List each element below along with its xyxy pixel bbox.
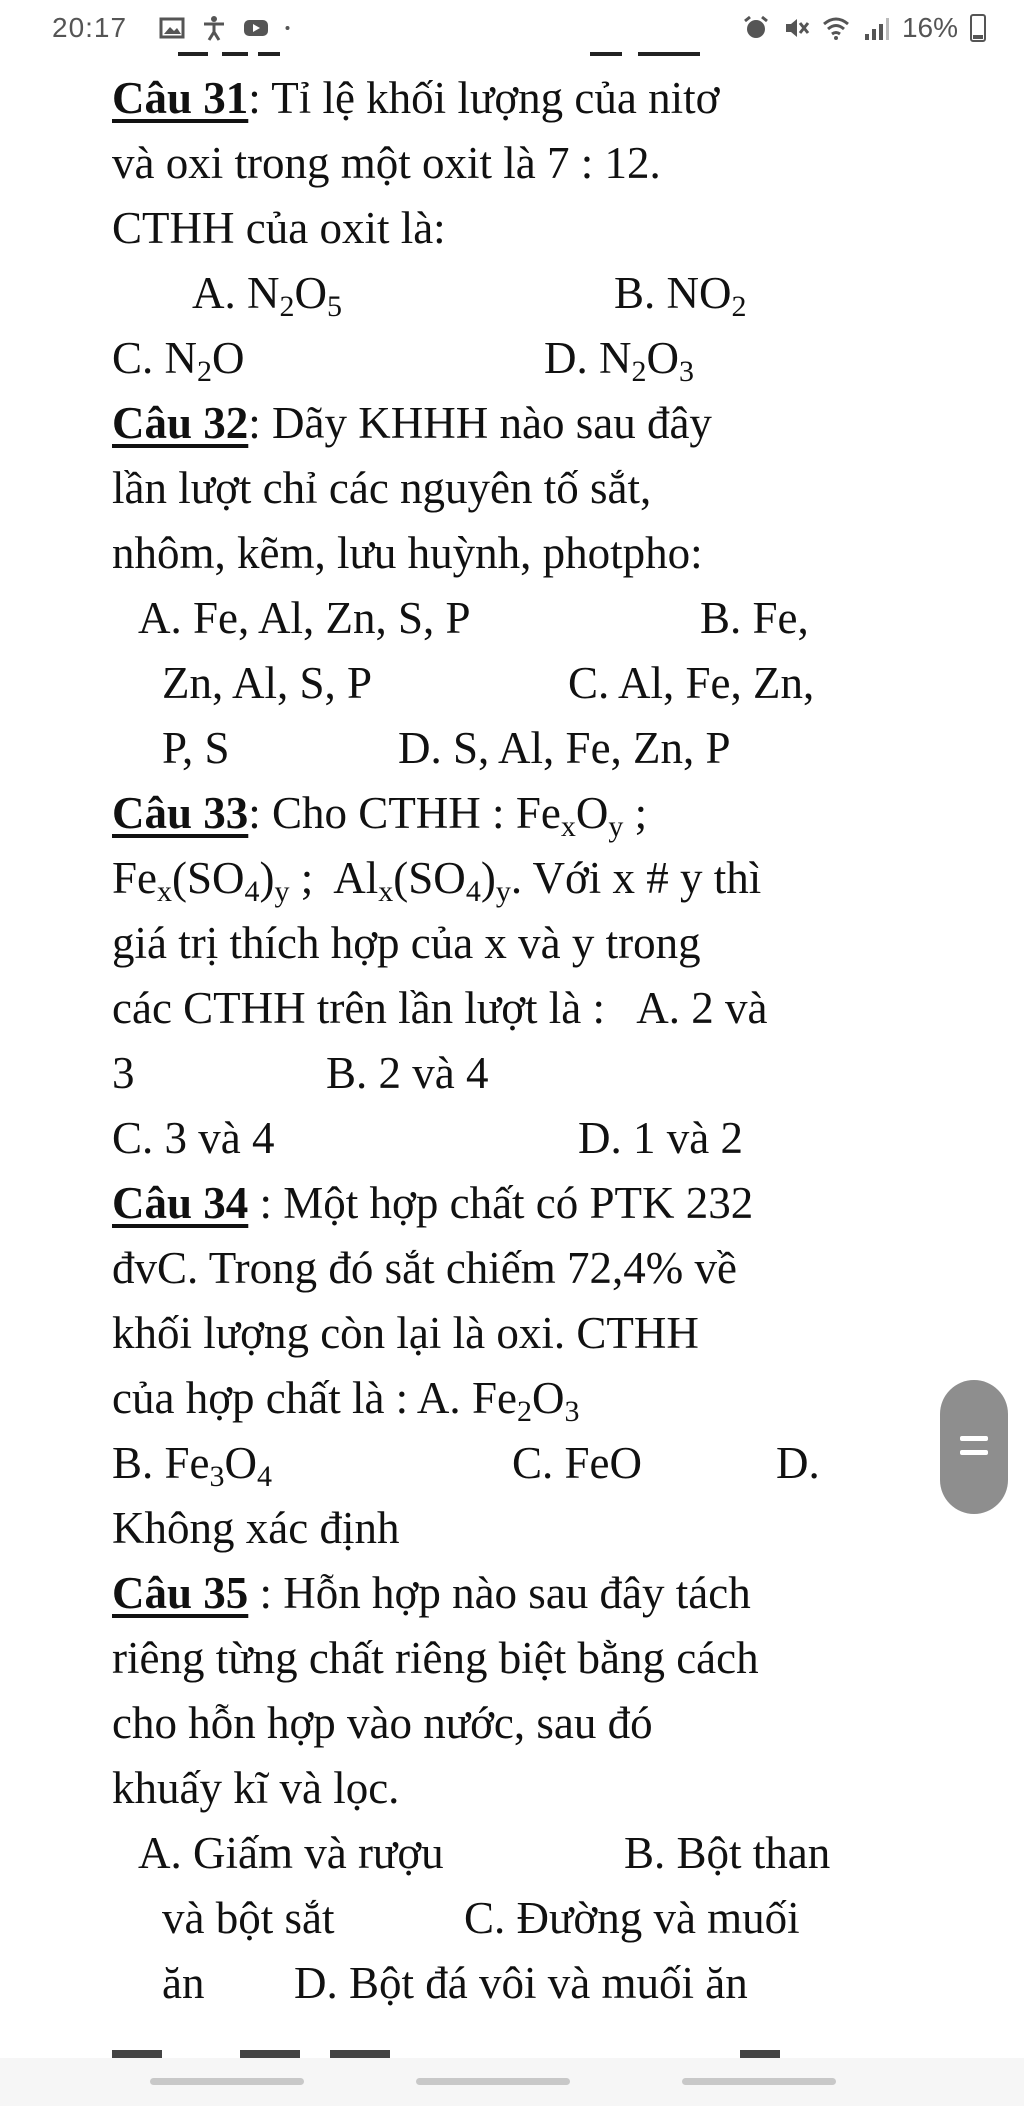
wifi-icon: [822, 14, 850, 42]
q32-option-d: D. S, Al, Fe, Zn, P: [398, 723, 731, 773]
q32-option-c: C. Al, Fe, Zn,: [568, 658, 815, 708]
q32-option-b: B. Fe,: [700, 593, 809, 643]
q32-line-3: nhôm, kẽm, lưu huỳnh, photpho:: [112, 528, 703, 578]
cut-text-fragment: [240, 2050, 300, 2058]
q32-line-1: Câu 32: Dãy KHHH nào sau đây: [112, 398, 712, 448]
q31-label: Câu 31: [112, 73, 249, 123]
nav-recent-button[interactable]: [150, 2078, 304, 2085]
q34-option-d: D.: [776, 1438, 820, 1488]
q31-option-a: A. $N_2O_5$: [192, 268, 342, 323]
q32-line-2: lần lượt chỉ các nguyên tố sắt,: [112, 463, 652, 513]
q33-line-1: Câu 33: Cho CTHH : $Fe_xO_y$ ;: [112, 788, 648, 843]
q31-line-2: và oxi trong một oxit là 7 : 12.: [112, 138, 661, 188]
q34-line-1: Câu 34 : Một hợp chất có PTK 232: [112, 1178, 754, 1228]
mute-icon: [782, 14, 810, 42]
q31-line-3: CTHH của oxit là:: [112, 203, 446, 253]
system-icons: [742, 12, 986, 44]
cut-text-fragment: [330, 2050, 390, 2058]
youtube-icon: [242, 14, 270, 42]
q35-option-c: C. Đường và muối: [464, 1893, 800, 1943]
q34-line-3: khối lượng còn lại là oxi. CTHH: [112, 1308, 699, 1358]
q35-line-3: cho hỗn hợp vào nước, sau đó: [112, 1698, 653, 1748]
cut-text-fragment: [178, 52, 208, 56]
q35-line-4: khuấy kĩ và lọc.: [112, 1763, 400, 1813]
q31-option-c: C. $N_2O$: [112, 333, 245, 388]
notification-icons: [158, 14, 298, 42]
q33-option-c: C. 3 và 4: [112, 1113, 275, 1163]
navigation-bar: [0, 2058, 1024, 2106]
q32-option-c-cont: P, S: [162, 723, 230, 773]
status-time: 20:17: [52, 12, 128, 43]
cut-text-fragment: [638, 52, 700, 56]
q31-option-d: D. $N_2O_3$: [544, 333, 694, 388]
q33-option-d: D. 1 và 2: [578, 1113, 743, 1163]
dot-icon: [284, 14, 298, 42]
cut-text-fragment: [740, 2050, 780, 2058]
nav-home-button[interactable]: [416, 2078, 570, 2085]
q33-option-a-cont: 3: [112, 1048, 135, 1098]
q33-option-b: B. 2 và 4: [326, 1048, 489, 1098]
q33-label: Câu 33: [112, 788, 249, 838]
scroll-handle[interactable]: [940, 1380, 1008, 1514]
q35-label: Câu 35: [112, 1568, 249, 1618]
cut-text-fragment: [258, 52, 280, 56]
q31-stem: : Tỉ lệ khối lượng của nitơ: [248, 73, 720, 123]
q32-option-a: A. Fe, Al, Zn, S, P: [138, 593, 471, 643]
q32-label: Câu 32: [112, 398, 249, 448]
gallery-icon: [158, 14, 186, 42]
alarm-icon: [742, 14, 770, 42]
cut-text-fragment: [590, 52, 622, 56]
q33-line-3: giá trị thích hợp của x và y trong: [112, 918, 701, 968]
q35-line-2: riêng từng chất riêng biệt bằng cách: [112, 1633, 759, 1683]
q34-option-d-cont: Không xác định: [112, 1503, 400, 1553]
cut-text-fragment: [222, 52, 248, 56]
q35-option-b-cont: và bột sắt: [162, 1893, 335, 1943]
q35-option-c-cont: ăn: [162, 1958, 205, 2008]
q34-line-2: đvC. Trong đó sắt chiếm 72,4% về: [112, 1243, 737, 1293]
q34-option-b: B. $Fe_3O_4$: [112, 1438, 273, 1493]
signal-icon: [862, 14, 890, 42]
cut-text-fragment: [112, 2050, 162, 2058]
nav-back-button[interactable]: [682, 2078, 836, 2085]
q35-line-1: Câu 35 : Hỗn hợp nào sau đây tách: [112, 1568, 751, 1618]
q32-option-b-cont: Zn, Al, S, P: [162, 658, 373, 708]
accessibility-icon: [200, 14, 228, 42]
q34-line-4: của hợp chất là : A. $Fe_2O_3$: [112, 1373, 580, 1428]
q31-line-1: [112, 66, 719, 131]
q34-option-c: C. FeO: [512, 1438, 643, 1488]
q35-option-b: B. Bột than: [624, 1828, 831, 1878]
battery-percent: 16%: [901, 12, 958, 43]
q31-option-b: B. $NO_2$: [614, 268, 747, 323]
q35-option-a: A. Giấm và rượu: [138, 1828, 444, 1878]
battery-icon: [970, 14, 986, 42]
q33-line-2: $Fe_x(SO_4)_y$ ; $Al_x(SO_4)_y$. Với x # y thì: [112, 853, 762, 908]
q34-label: Câu 34: [112, 1178, 249, 1228]
q35-option-d: D. Bột đá vôi và muối ăn: [294, 1958, 748, 2008]
q33-line-4: các CTHH trên lần lượt là : A. 2 và: [112, 983, 768, 1033]
status-bar: [0, 0, 1024, 58]
